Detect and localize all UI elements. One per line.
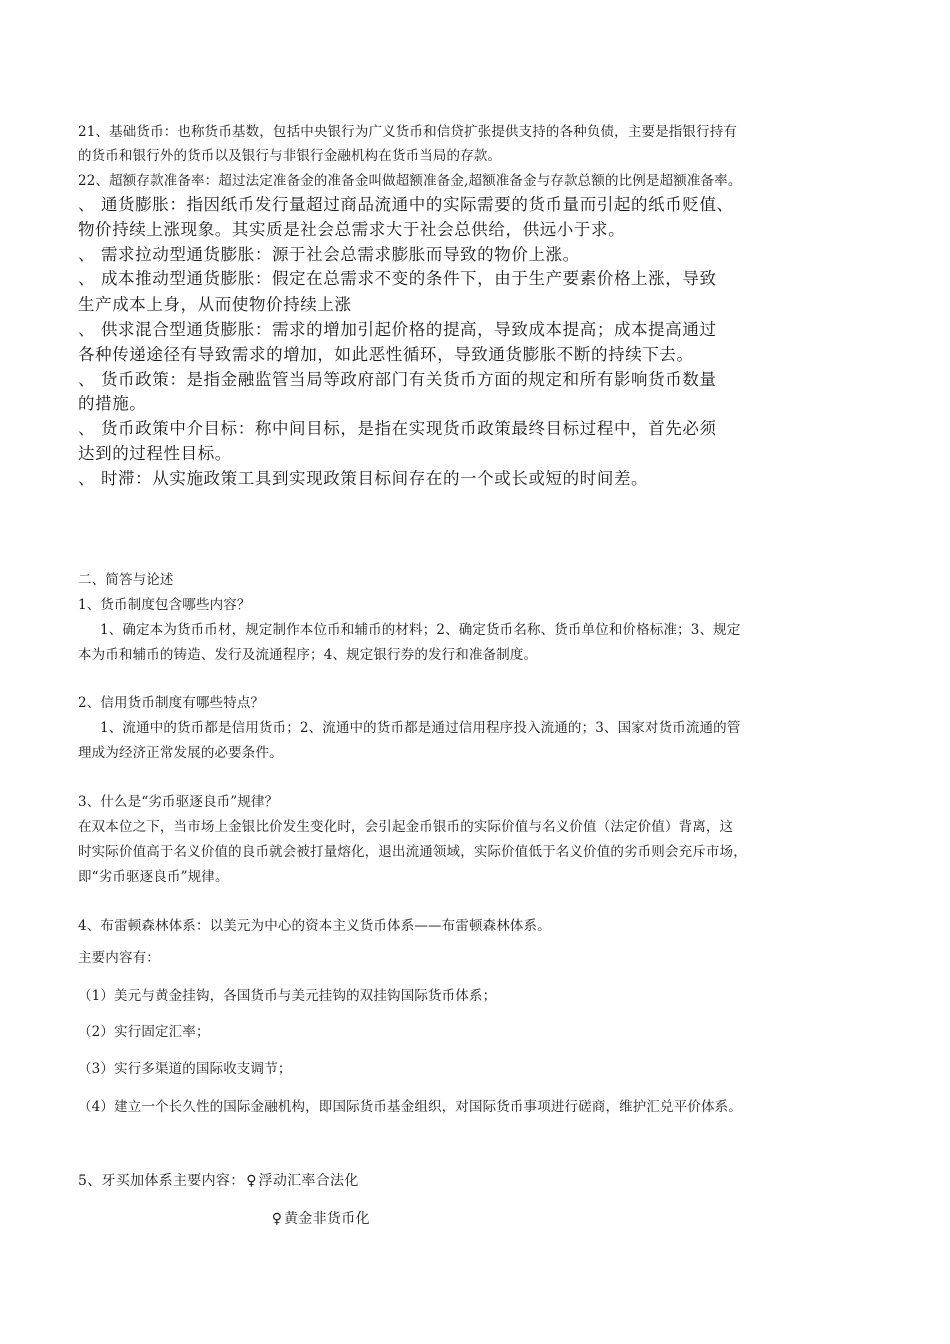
definition-mixed-inflation-line-2: 各种传递途径有导致需求的增加，如此恶性循环，导致通货膨胀不断的持续下去。 — [78, 345, 694, 364]
definition-cost-push-inflation-line-1: 、 成本推动型通货膨胀：假定在总需求不变的条件下，由于生产要素价格上涨，导致 — [78, 269, 717, 288]
answer-4-item-4: （4）建立一个长久性的国际金融机构，即国际货币基金组织，对国际货币事项进行磋商，维护汇兑平价体系。 — [78, 1099, 742, 1115]
question-2: 2、信用货币制度有哪些特点？ — [78, 695, 265, 711]
definition-intermediate-target-line-1: 、 货币政策中介目标：称中间目标，是指在实现货币政策最终目标过程中，首先必须 — [78, 419, 717, 438]
answer-3-line-3: 即“劣币驱逐良币”规律。 — [78, 869, 229, 885]
definition-inflation-line-2: 物价持续上涨现象。其实质是社会总需求大于社会总供给，供远小于求。 — [78, 220, 626, 239]
answer-4-item-2: （2）实行固定汇率； — [78, 1024, 210, 1040]
question-3: 3、什么是“劣币驱逐良币”规律？ — [78, 794, 279, 810]
definition-21-line-2: 的货币和银行外的货币以及银行与非银行金融机构在货币当局的存款。 — [78, 148, 502, 164]
definition-mixed-inflation-line-1: 、 供求混合型通货膨胀：需求的增加引起价格的提高，导致成本提高；成本提高通过 — [78, 320, 717, 339]
definition-cost-push-inflation-line-2: 生产成本上身，从而使物价持续上涨 — [78, 295, 352, 314]
female-sign-bullet-icon: ♀ — [271, 1211, 283, 1227]
definition-intermediate-target-line-2: 达到的过程性目标。 — [78, 444, 232, 463]
section-heading: 二、简答与论述 — [78, 572, 174, 588]
definition-inflation-line-1: 、 通货膨胀：指因纸币发行量超过商品流通中的实际需要的货币量而引起的纸币贬值、 — [78, 195, 734, 214]
female-sign-bullet-icon: ♀ — [246, 1173, 257, 1189]
answer-4-item-3: （3）实行多渠道的国际收支调节； — [78, 1061, 292, 1077]
answer-3-line-1: 在双本位之下，当市场上金银比价发生变化时，会引起金币银币的实际价值与名义价值（法定价值）背离，这 — [78, 819, 734, 835]
answer-2-line-2: 理成为经济正常发展的必要条件。 — [78, 745, 283, 761]
definition-monetary-policy-line-1: 、 货币政策：是指金融监管当局等政府部门有关货币方面的规定和所有影响货币数量 — [78, 370, 717, 389]
definition-monetary-policy-line-2: 的措施。 — [78, 394, 147, 413]
answer-1-line-2: 本为币和辅币的铸造、发行及流通程序；4、规定银行券的发行和准备制度。 — [78, 647, 538, 663]
definition-21-line-1: 21、基础货币：也称货币基数，包括中央银行为广义货币和信贷扩张提供支持的各种负债，主要是指银行持有 — [78, 124, 738, 140]
question-5 — [78, 1170, 359, 1190]
answer-3-line-2: 时实际价值高于名义价值的良币就会被打量熔化，退出流通领域，实际价值低于名义价值的劣币则会充斥市场， — [78, 844, 747, 860]
answer-4-item-1: （1）美元与黄金挂钩，各国货币与美元挂钩的双挂钩国际货币体系； — [78, 988, 497, 1004]
answer-1-line-1: 1、确定本为货币币材，规定制作本位币和辅币的材料；2、确定货币名称、货币单位和价格标准；3、规定 — [100, 622, 741, 638]
definition-demand-pull-inflation: 、 需求拉动型通货膨胀：源于社会总需求膨胀而导致的物价上涨。 — [78, 245, 580, 264]
question-1: 1、货币制度包含哪些内容？ — [78, 597, 251, 613]
definition-22: 22、超额存款准备率：超过法定准备金的准备金叫做超额准备金,超额准备金与存款总额的比例是超额准备率。 — [78, 173, 742, 189]
answer-5-item-1: 浮动汇率合法化 — [258, 1173, 359, 1189]
answer-2-line-1: 1、流通中的货币都是信用货币；2、流通中的货币都是通过信用程序投入流通的；3、国家对货币流通的管 — [100, 720, 741, 736]
definition-time-lag: 、 时滞：从实施政策工具到实现政策目标间存在的一个或长或短的时间差。 — [78, 469, 649, 488]
question-4: 4、布雷顿森林体系：以美元为中心的资本主义货币体系——布雷顿森林体系。 — [78, 918, 551, 934]
answer-5-item-2: 黄金非货币化 — [284, 1211, 370, 1227]
answer-4-intro: 主要内容有： — [78, 950, 160, 966]
question-5-label: 5、牙买加体系主要内容： — [78, 1173, 245, 1189]
answer-5-item-2-row — [270, 1208, 370, 1228]
